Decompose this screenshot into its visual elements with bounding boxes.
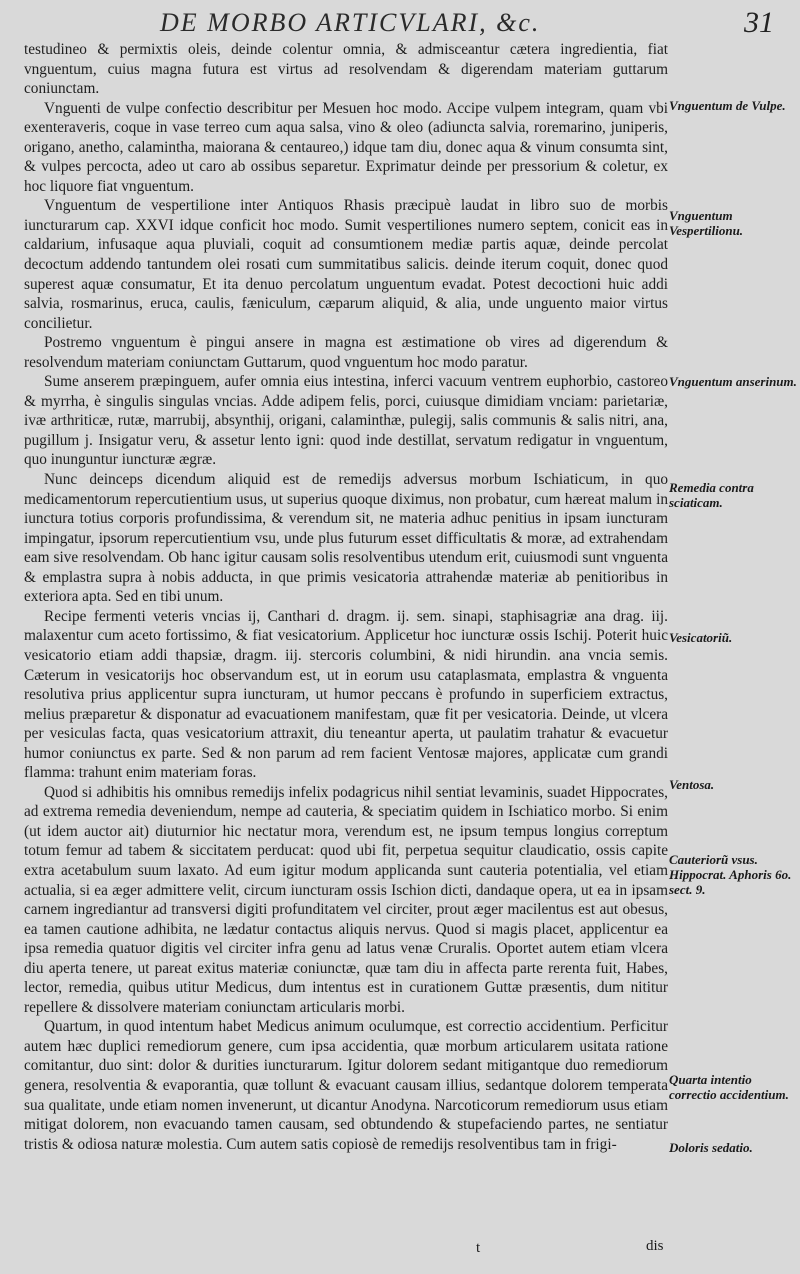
paragraph: Vnguenti de vulpe confectio describitur per Mesuen hoc modo. Accipe vulpem integram, quam vbi exenteraveris, coque in vase terreo cum aqua salsa, vino & oleo (adiuncta salvia, roremarino, juniperis, origano, anetho, calamintha, maiorana & centaureo,) idque tam diu, donec aqua & vinum consumta sint, & vulpes percocta, adeo ut caro ab ossibus separetur. Exprimatur deinde per pressorium & coletur, ex hoc liquore fiat vnguentum.	[24, 99, 668, 195]
marginal-note: Cauteriorũ vsus. Hippocrat. Aphoris 6o. sect. 9.	[669, 852, 792, 897]
paragraph: Postremo vnguentum è pingui ansere in magna est æstimatione ob vires ad digerendum & resolvendum materiam coniunctam Guttarum, quod vnguentum hoc modo paratur.	[24, 334, 668, 371]
marginal-note: Doloris sedatio.	[669, 1140, 753, 1155]
paragraph: Quartum, in quod intentum habet Medicus animum oculumque, est correctio accidentium. Perficitur autem hæc duplici remediorum genere, cum ipsa accidentia, quæ morbum articularem usitata ratione comitantur, duo sint: dolor & durities iuncturarum. Igitur dolorem sedant mitigantque duo remediorum genera, resolventia & evaporantia, quæ tollunt & evacuant causam illius, sedantque dolorem temperata sua qualitate, unde etiam nomen invenerunt, ut dicantur Anodyna. Narcoticorum remediorum usus etiam mitigat dolorem, non evacuando tamen causam, sed obtundendo & stupefaciendo partes, ne sentiatur tristis & odiosa naturæ molestia. Cum autem satis copiosè de remedijs resolventibus tam in frigi-	[24, 1018, 668, 1153]
paragraph: Quod si adhibitis his omnibus remedijs infelix podagricus nihil sentiat levaminis, suadet Hippocrates, ad extrema remedia deveniendum, nempe ad cauteria, & speciatim quidem in Ischiatico morbo. Si enim (ut idem auctor ait) diuturnior hic nectatur mora, verendum est, ne ipsum tempus longius correptum totum femur ad tabem & siccitatem perducat: quod ubi fit, perpetua sequitur claudicatio, ossis capite extra acetabulum suum laxato. Ad eum igitur modum applicanda sunt cauteria potentialia, vel etiam actualia, si ea æger admittere velit, circum iuncturam ossis Ischion dicti, dandaque opera, ut ea in ipsam carnem ingrediantur ad transversi digiti profunditatem vel circiter, prout æger macilentus est aut obesus, ea tamen cautione adhibita, ne lædatur contactus aliquis nervus. Quod si magis placet, applicentur ea ipsa remedia quatuor digitis vel circiter infra genu ad latus venæ Cruralis. Oportet autem etiam vlcera diu aperta tenere, ut pareat exitus materiæ coniunctæ, quæ tam diu in affecta parte rerenta fuit, Habes, lector, remedia, quibus utitur Medicus, dum intentus est in curationem Guttæ præsentis, dum nititur repellere & dissolvere materiam coniunctam articularis morbi.	[24, 783, 668, 1016]
page-header	[0, 6, 800, 40]
page-footer	[0, 1238, 800, 1268]
marginal-note: Vesicatoriũ.	[669, 630, 733, 645]
running-title: DE MORBO ARTICVLARI, &c.	[160, 8, 541, 37]
catchword: dis	[646, 1238, 664, 1254]
paragraph: Vnguentum de vespertilione inter Antiquos Rhasis præcipuè laudat in libro suo de morbis iuncturarum cap. XXVI idque conficit hoc modo. Sumit vespertiliones numero septem, conicit eas in caldarium, infusaque aqua pluviali, coquit ad consumtionem mediæ partis aquæ, deinde percolat decoctum addendo tantundem olei rosati cum summitatibus salicis. deinde iterum coquit, donec quod superest aquæ consumatur, Et ita denuo percolatum unguentum evadat. Potest decoctioni huic addi salvia, rosmarinus, eruca, caulis, fæniculum, cæparum aliquid, & alia, unde unguento maior virtus concilietur.	[24, 197, 668, 332]
marginal-note: Remedia contra sciaticam.	[669, 480, 754, 510]
paragraph: Nunc deinceps dicendum aliquid est de remedijs adversus morbum Ischiaticum, in quo medicamentorum repercutientium usus, ut superius quoque diximus, non probatur, cum hæreat malum in iunctura totius corporis profundissima, & verendum sit, ne materia adhuc penitius in ipsam iuncturam impingatur, ipsorum repercutientium vsu, unde plus futurum esset difficultatis & moræ, ad extrahendam eam sive resolvendam. Ob hanc igitur causam solis resolventibus utendum erit, cuiusmodi sunt vnguenta & emplastra supra à nobis adducta, in que primis vesicatoria attrahendæ materiæ ab penitioribus in exteriora apta. Sed en tibi unum.	[24, 471, 668, 606]
signature-mark: t	[476, 1240, 481, 1256]
paragraph: testudineo & permixtis oleis, deinde colentur omnia, & admisceantur cætera ingredientia, fiat vnguentum, cuius magna futura est virtus ad resolvendam & digerendam materiam guttarum coniunctam.	[24, 41, 668, 98]
page-number: 31	[744, 6, 774, 39]
marginal-note: Vnguentum Vespertilionu.	[669, 208, 744, 238]
marginal-note: Quarta intentio correctio accidentium.	[669, 1072, 789, 1102]
paragraph: Sume anserem præpinguem, aufer omnia eius intestina, inferci vacuum ventrem euphorbio, castoreo & myrrha, è singulis singulas vncias. Adde adipem felis, porci, cuiusque dimidiam vnciam: parietariæ, ivæ arthriticæ, rutæ, marrubij, absynthij, origani, calaminthæ, pulegij, salis communis & salis nitri, ana, pugillum j. Insigatur veru, & assetur lento igni: quod inde destillat, servatum redigatur in vnguentum, quo inunguntur iuncturæ ægræ.	[24, 373, 668, 469]
marginal-note: Vnguentum de Vulpe.	[669, 98, 786, 113]
marginal-note: Vnguentum anserinum.	[669, 374, 797, 389]
main-text	[24, 40, 668, 1154]
paragraph: Recipe fermenti veteris vncias ij, Canthari d. dragm. ij. sem. sinapi, staphisagriæ ana drag. iij. malaxentur cum aceto fortissimo, & fiat vesicatorium. Applicetur hoc iuncturæ ossis Ischij. Poterit huic vesicatorio etiam addi thapsiæ, dragm. iij. stercoris columbini, & nidi hirundin. ana vncia semis. Cæterum in vesicatorijs hoc observandum est, ut in eorum usu cataplasmata, emplastra & vnguenta resolutiva prius applicentur supra iuncturam, ut humor peccans è profundo in superficiem extractus, melius præparetur & disponatur ad evacuationem manifestam, quæ fit per vesicatoria. Deinde, ut vlcera per vesiculas facta, quas vesicatorium attraxit, diu teneantur aperta, ut paulatim trahatur & evacuetur humor coniunctus ex parte. Sed & non parum ad rem facient Ventosæ majores, applicatæ cum grandi flamma: trahunt enim materiam foras.	[24, 607, 668, 782]
marginal-note: Ventosa.	[669, 777, 715, 792]
